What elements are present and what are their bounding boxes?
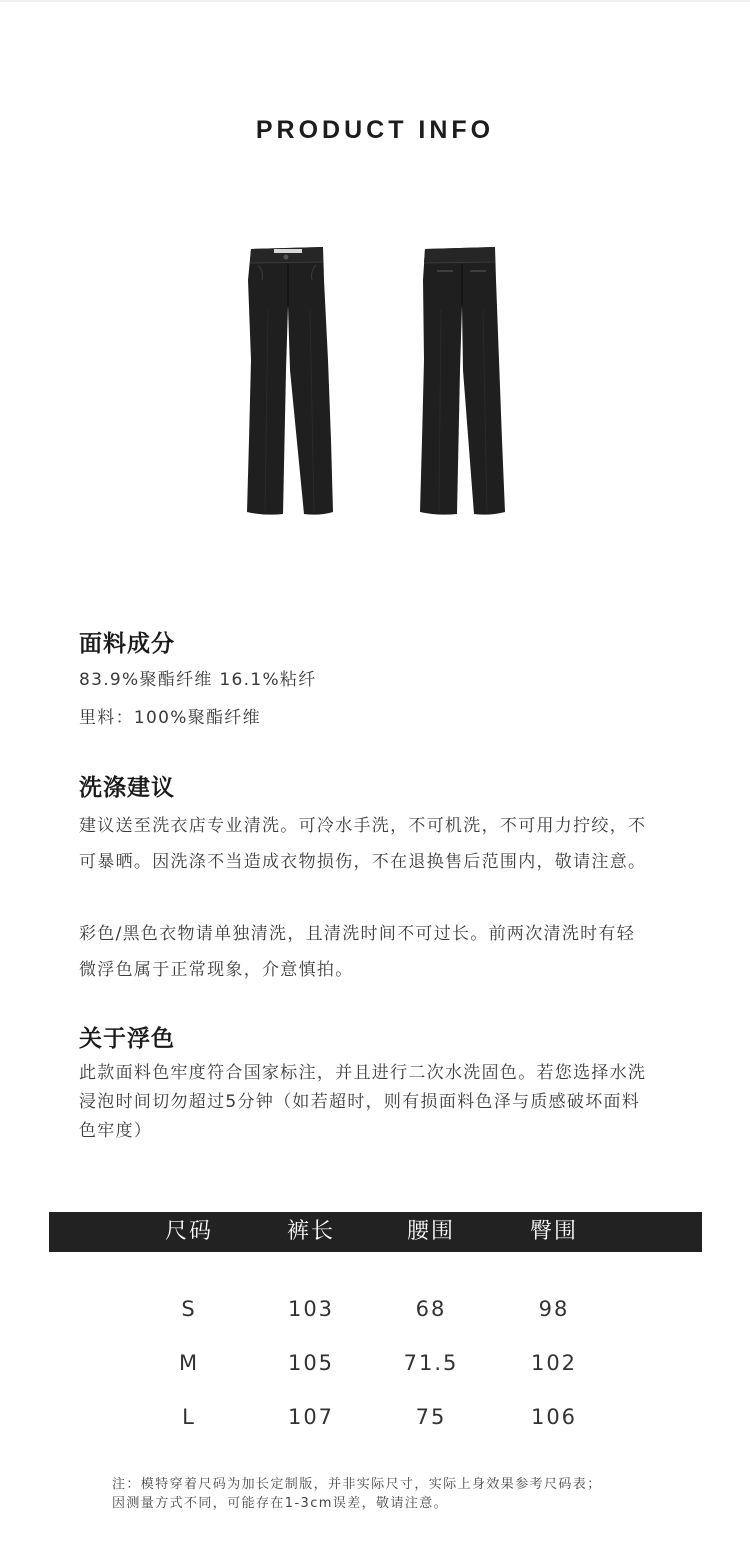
text-line: 微浮色属于正常现象，介意慎拍。: [79, 960, 354, 980]
cell-hip: 98: [538, 1297, 570, 1321]
text-line: 此款面料色牢度符合国家标注，并且进行二次水洗固色。若您选择水洗: [79, 1063, 647, 1083]
cell-hip: 106: [530, 1405, 578, 1429]
text-line: 彩色/黑色衣物请单独清洗，且清洗时间不可过长。前两次清洗时有轻: [79, 924, 636, 944]
cell-size: M: [178, 1351, 200, 1375]
washing-heading: 洗涤建议: [79, 775, 175, 801]
footnote-line: 因测量方式不同，可能存在1-3cm误差，敬请注意。: [112, 1496, 449, 1511]
size-chart-body: [49, 1282, 702, 1444]
size-footnote: [112, 1475, 672, 1513]
top-divider: [0, 0, 750, 2]
cell-waist: 71.5: [403, 1351, 459, 1375]
cell-size: S: [181, 1297, 197, 1321]
cell-waist: 75: [415, 1405, 447, 1429]
size-chart-table: [49, 1212, 702, 1444]
washing-paragraph-1: [79, 808, 689, 880]
fabric-composition: 83.9%聚酯纤维 16.1%粘纤: [79, 670, 317, 690]
washing-section: [79, 772, 689, 988]
table-row: [49, 1336, 702, 1390]
cell-length: 105: [287, 1351, 335, 1375]
fabric-heading: 面料成分: [79, 631, 175, 657]
cell-size: L: [182, 1405, 196, 1429]
text-line: 浸泡时间切勿超过5分钟（如若超时，则有损面料色泽与质感破坏面料: [79, 1092, 641, 1112]
header-length: 裤长: [286, 1219, 335, 1244]
text-line: 色牢度）: [79, 1121, 153, 1141]
cell-waist: 68: [415, 1297, 447, 1321]
header-size: 尺码: [164, 1219, 213, 1244]
color-fastness-paragraph: [79, 1059, 689, 1146]
fabric-section: [79, 628, 689, 736]
washing-paragraph-2: [79, 916, 689, 988]
text-line: 可暴晒。因洗涤不当造成衣物损伤，不在退换售后范围内，敬请注意。: [79, 852, 647, 872]
text-line: 建议送至洗衣店专业清洗。可冷水手洗，不可机洗，不可用力拧绞，不: [79, 816, 647, 836]
table-row: [49, 1390, 702, 1444]
size-chart-header: [49, 1212, 702, 1252]
cell-length: 107: [287, 1405, 335, 1429]
product-images: [0, 240, 750, 525]
lining-composition: 里料：100%聚酯纤维: [79, 708, 261, 728]
footnote-line: 注：模特穿着尺码为加长定制版，并非实际尺寸，实际上身效果参考尺码表；: [112, 1477, 602, 1492]
color-fastness-section: [79, 1023, 689, 1146]
header-waist: 腰围: [406, 1219, 455, 1244]
color-fastness-heading: 关于浮色: [79, 1026, 175, 1052]
pants-front-image: [238, 240, 338, 522]
cell-length: 103: [287, 1297, 335, 1321]
header-hip: 臀围: [529, 1219, 578, 1244]
table-row: [49, 1282, 702, 1336]
pants-back-image: [410, 240, 510, 522]
page-title: PRODUCT INFO: [255, 116, 495, 144]
cell-hip: 102: [530, 1351, 578, 1375]
